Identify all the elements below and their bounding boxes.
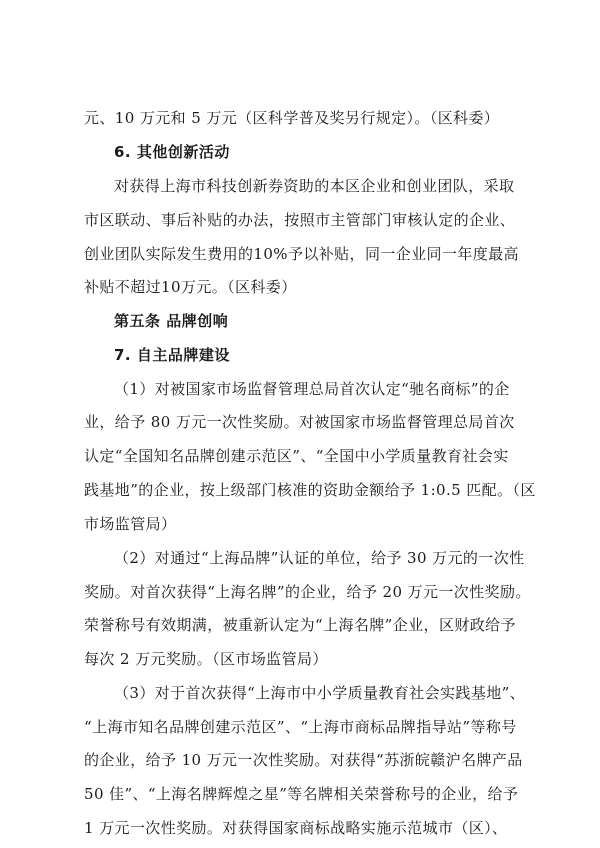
text-line: 1 万元一次性奖励。对获得国家商标战略实施示范城市（区）、	[84, 819, 508, 837]
paragraph-first-line: 对获得上海市科技创新券资助的本区企业和创业团队，采取	[114, 177, 515, 195]
text-line: 创业团队实际发生费用的10%予以补贴，同一企业同一年度最高	[84, 245, 519, 263]
text-line: 市场监管局）	[84, 515, 177, 533]
text-line: 荣誉称号有效期满，被重新认定为“上海名牌”企业，区财政给予	[84, 616, 516, 634]
text-line: 认定“全国知名品牌创建示范区”、“全国中小学质量教育社会实	[84, 447, 509, 465]
section-heading: 7. 自主品牌建设	[114, 346, 230, 364]
text-line: 业，给予 80 万元一次性奖励。对被国家市场监督管理总局首次	[84, 413, 515, 431]
paragraph-first-line: （2）对通过“上海品牌”认证的单位，给予 30 万元的一次性	[114, 549, 525, 567]
paragraph-first-line: （3）对于首次获得“上海市中小学质量教育社会实践基地”、	[114, 684, 526, 702]
text-line: 市区联动、事后补贴的办法，按照市主管部门审核认定的企业、	[84, 211, 516, 229]
text-line: 50 佳”、“上海名牌辉煌之星”等名牌相关荣誉称号的企业，给予	[84, 785, 519, 803]
text-line: 的企业，给予 10 万元一次性奖励。对获得“苏浙皖赣沪名牌产品	[84, 751, 523, 769]
text-line: 践基地”的企业，按上级部门核准的资助金额给予 1:0.5 匹配。（区	[84, 481, 536, 499]
article-heading: 第五条 品牌创响	[114, 312, 229, 330]
text-line: 元、10 万元和 5 万元（区科学普及奖另行规定）。（区科委）	[84, 109, 500, 127]
paragraph-first-line: （1）对被国家市场监督管理总局首次认定“驰名商标”的企	[114, 380, 510, 398]
text-line: 每次 2 万元奖励。（区市场监管局）	[84, 650, 328, 668]
section-heading: 6. 其他创新活动	[114, 143, 230, 161]
text-line: 补贴不超过10万元。（区科委）	[84, 278, 297, 296]
text-line: “上海市知名品牌创建示范区”、“上海市商标品牌指导站”等称号	[84, 718, 517, 736]
text-line: 奖励。对首次获得“上海名牌”的企业，给予 20 万元一次性奖励。	[84, 583, 531, 601]
